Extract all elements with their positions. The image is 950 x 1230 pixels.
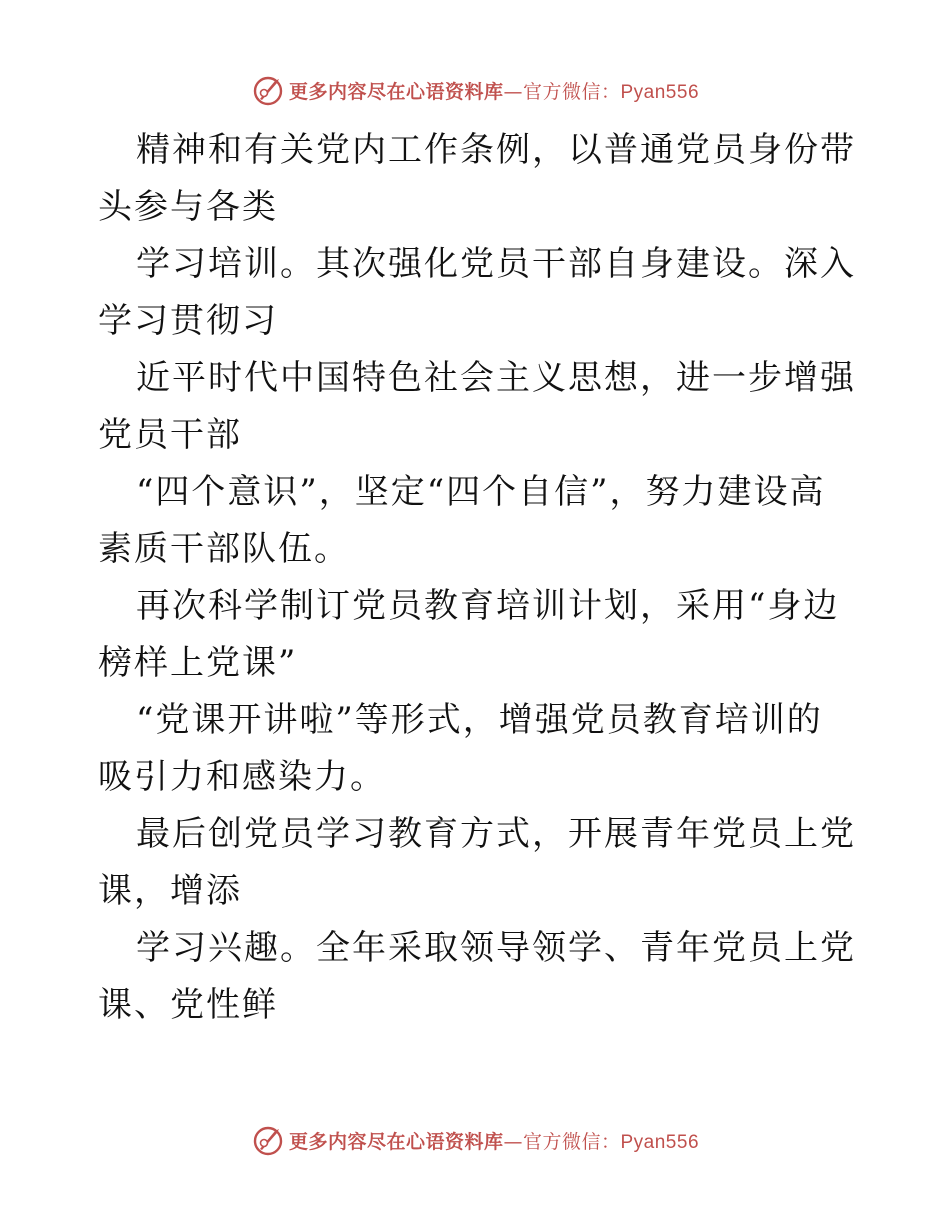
quill-pen-logo-icon: [251, 1123, 285, 1157]
quill-pen-logo-icon: [251, 73, 285, 107]
footer-dash: —: [503, 1130, 523, 1153]
paragraph: 学习兴趣。全年采取领导领学、青年党员上党课、党性鲜: [98, 928, 856, 1025]
footer-wechat-label: 官方微信：: [522, 1130, 621, 1153]
paragraph: “党课开讲啦”等形式，增强党员教育培训的吸引力和感染力。: [98, 700, 823, 797]
paragraph: “四个意识”，坚定“四个自信”，努力建设高素质干部队伍。: [98, 472, 826, 569]
paragraph: 精神和有关党内工作条例，以普通党员身份带头参与各类: [98, 130, 856, 227]
footer-site-text: 更多内容尽在心语资料库: [288, 1130, 504, 1153]
header-wechat-label: 官方微信：: [522, 80, 621, 103]
footer-wechat-id: Pyan556: [620, 1131, 700, 1153]
paragraph: 近平时代中国特色社会主义思想，进一步增强党员干部: [98, 358, 856, 455]
document-body: [98, 122, 858, 1034]
paragraph: 再次科学制订党员教育培训计划，采用“身边榜样上党课”: [98, 586, 840, 683]
paragraph: 学习培训。其次强化党员干部自身建设。深入学习贯彻习: [98, 244, 856, 341]
paragraph: 最后创党员学习教育方式，开展青年党员上党课，增添: [98, 814, 856, 911]
footer-banner-text: [289, 1127, 699, 1154]
header-dash: —: [503, 80, 523, 103]
footer-banner: [0, 1120, 950, 1160]
header-banner: [0, 70, 950, 110]
header-wechat-id: Pyan556: [620, 81, 700, 103]
header-banner-text: [289, 77, 699, 104]
header-site-text: 更多内容尽在心语资料库: [288, 80, 504, 103]
